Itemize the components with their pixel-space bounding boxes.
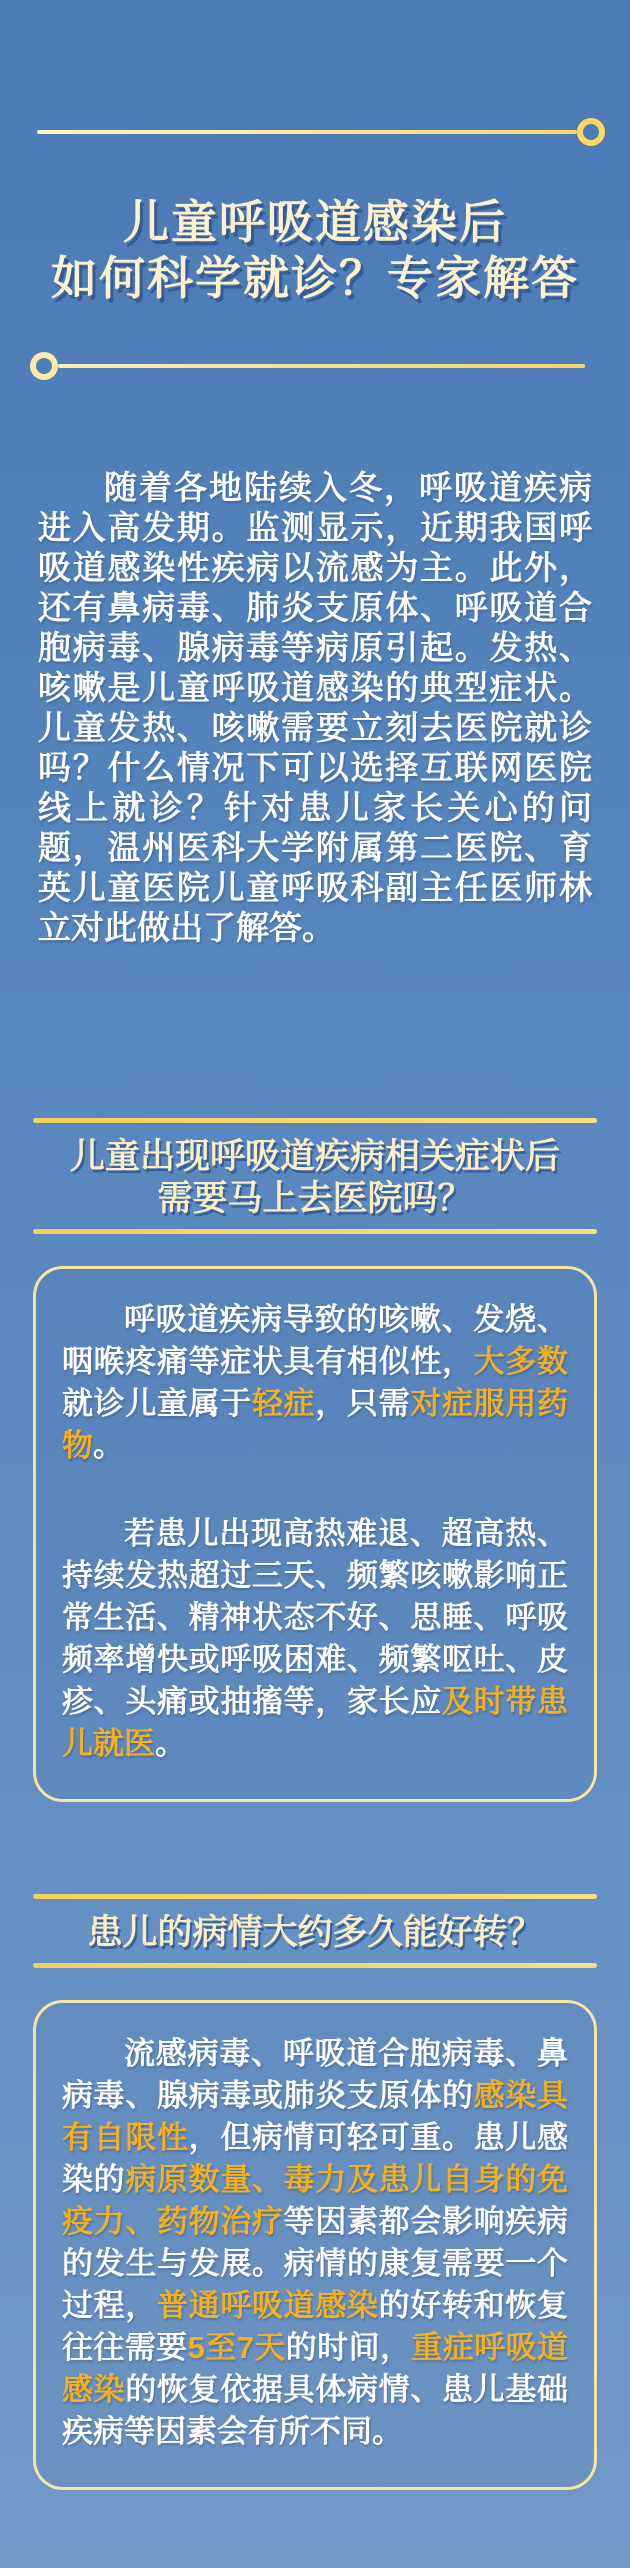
highlighted-text: 病原数量、毒力及患儿自身的免疫力、药物治疗	[62, 2162, 569, 2239]
highlighted-text: 5至7天	[187, 2330, 286, 2365]
section-heading-line: 患儿的病情大约多久能好转？	[87, 1913, 543, 1952]
intro-paragraph: 随着各地陆续入冬，呼吸道疾病进入高发期。监测显示，近期我国呼吸道感染性疾病以流感为主。此外，还有鼻病毒、肺炎支原体、呼吸道合胞病毒、腺病毒等病原引起。发热、咳嗽是儿童呼吸道感染的典型症状。儿童发热、咳嗽需要立刻去医院就诊吗？什么情况下可以选择互联网医院线上就诊？针对患儿家长关心的问题，温州医科大学附属第二医院、育英儿童医院儿童呼吸科副主任医师林立对此做出了解答。	[38, 469, 592, 946]
body-text: 流感病毒、呼吸道合胞病毒、鼻病毒、腺病毒或肺炎支原体的	[62, 2036, 568, 2113]
body-text: 等因素都会影响疾病的发生与发展。病情的康复需要一个过程，	[62, 2204, 569, 2323]
highlighted-text: 普通呼吸道感染	[157, 2288, 379, 2323]
body-text: 。	[155, 1726, 186, 1761]
body-text: 的恢复依据具体病情、患儿基础疾病等因素会有所不同。	[62, 2372, 569, 2449]
body-text: 呼吸道疾病导致的咳嗽、发烧、咽喉疼痛等症状具有相似性，	[62, 1302, 568, 1379]
subtitle-divider	[30, 352, 585, 380]
top-divider	[37, 118, 605, 146]
ring-icon	[577, 118, 605, 146]
ring-icon	[30, 352, 58, 380]
highlighted-text: 对症服用药物	[62, 1386, 569, 1463]
section-heading-line: 儿童出现呼吸道疾病相关症状后	[69, 1137, 560, 1176]
page-title	[0, 194, 630, 306]
box-paragraph	[62, 1513, 568, 1765]
body-text: ，但病情可轻可重。患儿感染的	[62, 2120, 569, 2197]
body-text: 就诊儿童属于	[62, 1386, 252, 1421]
divider-line	[58, 364, 585, 368]
body-text: 若患儿出现高热难退、超高热、持续发热超过三天、频繁咳嗽影响正常生活、精神状态不好、思睡、呼吸频率增快或呼吸困难、频繁呕吐、皮疹、头痛或抽搐等，家长应	[62, 1516, 568, 1719]
section-2-heading	[0, 1899, 630, 1963]
section-1-heading	[0, 1123, 630, 1229]
section-rule-bottom	[33, 1963, 597, 1968]
page-title-line1: 儿童呼吸道感染后	[123, 196, 507, 248]
section-1	[0, 1118, 630, 1802]
answer-box	[33, 2000, 597, 2490]
highlighted-text: 及时带患儿就医	[62, 1684, 568, 1761]
highlighted-text: 感染具有自限性	[62, 2078, 569, 2155]
body-text: 的时间，	[285, 2330, 412, 2365]
highlighted-text: 轻症	[252, 1386, 316, 1421]
section-rule-bottom	[33, 1229, 597, 1234]
page-title-line2: 如何科学就诊？专家解答	[51, 252, 579, 304]
section-heading-line: 需要马上去医院吗？	[157, 1179, 473, 1218]
box-paragraph	[62, 1299, 568, 1467]
highlighted-text: 大多数	[473, 1344, 569, 1379]
box-paragraph	[62, 2033, 568, 2453]
body-text: ，只需	[315, 1386, 411, 1421]
section-2	[0, 1894, 630, 2490]
infographic-page	[0, 118, 630, 2568]
highlighted-text: 重症呼吸道感染	[62, 2330, 569, 2407]
divider-line	[37, 130, 577, 134]
body-text: 的好转和恢复往往需要	[62, 2288, 569, 2365]
answer-box	[33, 1266, 597, 1802]
body-text: 。	[93, 1428, 124, 1463]
